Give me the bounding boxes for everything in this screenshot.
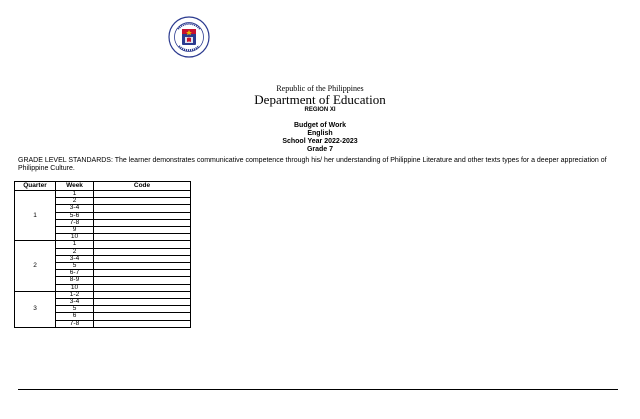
document-titles bbox=[0, 122, 640, 154]
week-cell: 10 bbox=[56, 284, 94, 291]
code-cell bbox=[94, 212, 191, 219]
week-cell: 7-8 bbox=[56, 219, 94, 226]
week-cell: 2 bbox=[56, 198, 94, 205]
code-cell bbox=[94, 299, 191, 306]
table-row bbox=[15, 291, 191, 298]
grade-level-standards: GRADE LEVEL STANDARDS: The learner demonstrates communicative competence through his/ her understanding of Philippine Literature and other texts types for a deeper appreciation of Philippine Culture. bbox=[18, 157, 607, 173]
code-header: Code bbox=[94, 182, 191, 191]
week-cell: 9 bbox=[56, 227, 94, 234]
grade-level: Grade 7 bbox=[306, 146, 334, 153]
week-cell: 5 bbox=[56, 306, 94, 313]
code-cell bbox=[94, 205, 191, 212]
table-row bbox=[15, 191, 191, 198]
code-cell bbox=[94, 241, 191, 248]
code-cell bbox=[94, 191, 191, 198]
quarter-header: Quarter bbox=[15, 182, 56, 191]
code-cell bbox=[94, 291, 191, 298]
week-cell: 3-4 bbox=[56, 255, 94, 262]
week-cell: 5-6 bbox=[56, 212, 94, 219]
week-cell: 5 bbox=[56, 263, 94, 270]
region-label: REGION XI bbox=[304, 107, 336, 113]
code-cell bbox=[94, 227, 191, 234]
budget-title: Budget of Work bbox=[294, 122, 346, 129]
school-year: School Year 2022-2023 bbox=[282, 138, 358, 145]
week-cell: 2 bbox=[56, 248, 94, 255]
code-cell bbox=[94, 219, 191, 226]
week-cell: 1 bbox=[56, 191, 94, 198]
quarter-cell: 3 bbox=[15, 291, 56, 327]
subject-title: English bbox=[307, 130, 333, 137]
code-cell bbox=[94, 270, 191, 277]
quarter-cell: 1 bbox=[15, 191, 56, 241]
code-cell bbox=[94, 277, 191, 284]
deped-seal-logo bbox=[168, 16, 210, 58]
republic-line: Republic of the Philippines bbox=[276, 84, 364, 93]
week-cell: 6 bbox=[56, 313, 94, 320]
week-cell: 7-8 bbox=[56, 320, 94, 327]
code-cell bbox=[94, 248, 191, 255]
week-cell: 1-2 bbox=[56, 291, 94, 298]
week-cell: 3-4 bbox=[56, 299, 94, 306]
code-cell bbox=[94, 263, 191, 270]
week-cell: 3-4 bbox=[56, 205, 94, 212]
week-cell: 1 bbox=[56, 241, 94, 248]
code-cell bbox=[94, 313, 191, 320]
department-title: Department of Education bbox=[254, 92, 386, 107]
footer-divider bbox=[18, 389, 618, 390]
budget-table bbox=[14, 181, 191, 328]
table-row bbox=[15, 241, 191, 248]
week-cell: 10 bbox=[56, 234, 94, 241]
code-cell bbox=[94, 284, 191, 291]
table-header-row bbox=[15, 182, 191, 191]
week-cell: 6-7 bbox=[56, 270, 94, 277]
week-header: Week bbox=[56, 182, 94, 191]
week-cell: 8-9 bbox=[56, 277, 94, 284]
code-cell bbox=[94, 198, 191, 205]
budget-table-body bbox=[15, 191, 191, 328]
code-cell bbox=[94, 255, 191, 262]
code-cell bbox=[94, 306, 191, 313]
quarter-cell: 2 bbox=[15, 241, 56, 291]
code-cell bbox=[94, 320, 191, 327]
code-cell bbox=[94, 234, 191, 241]
